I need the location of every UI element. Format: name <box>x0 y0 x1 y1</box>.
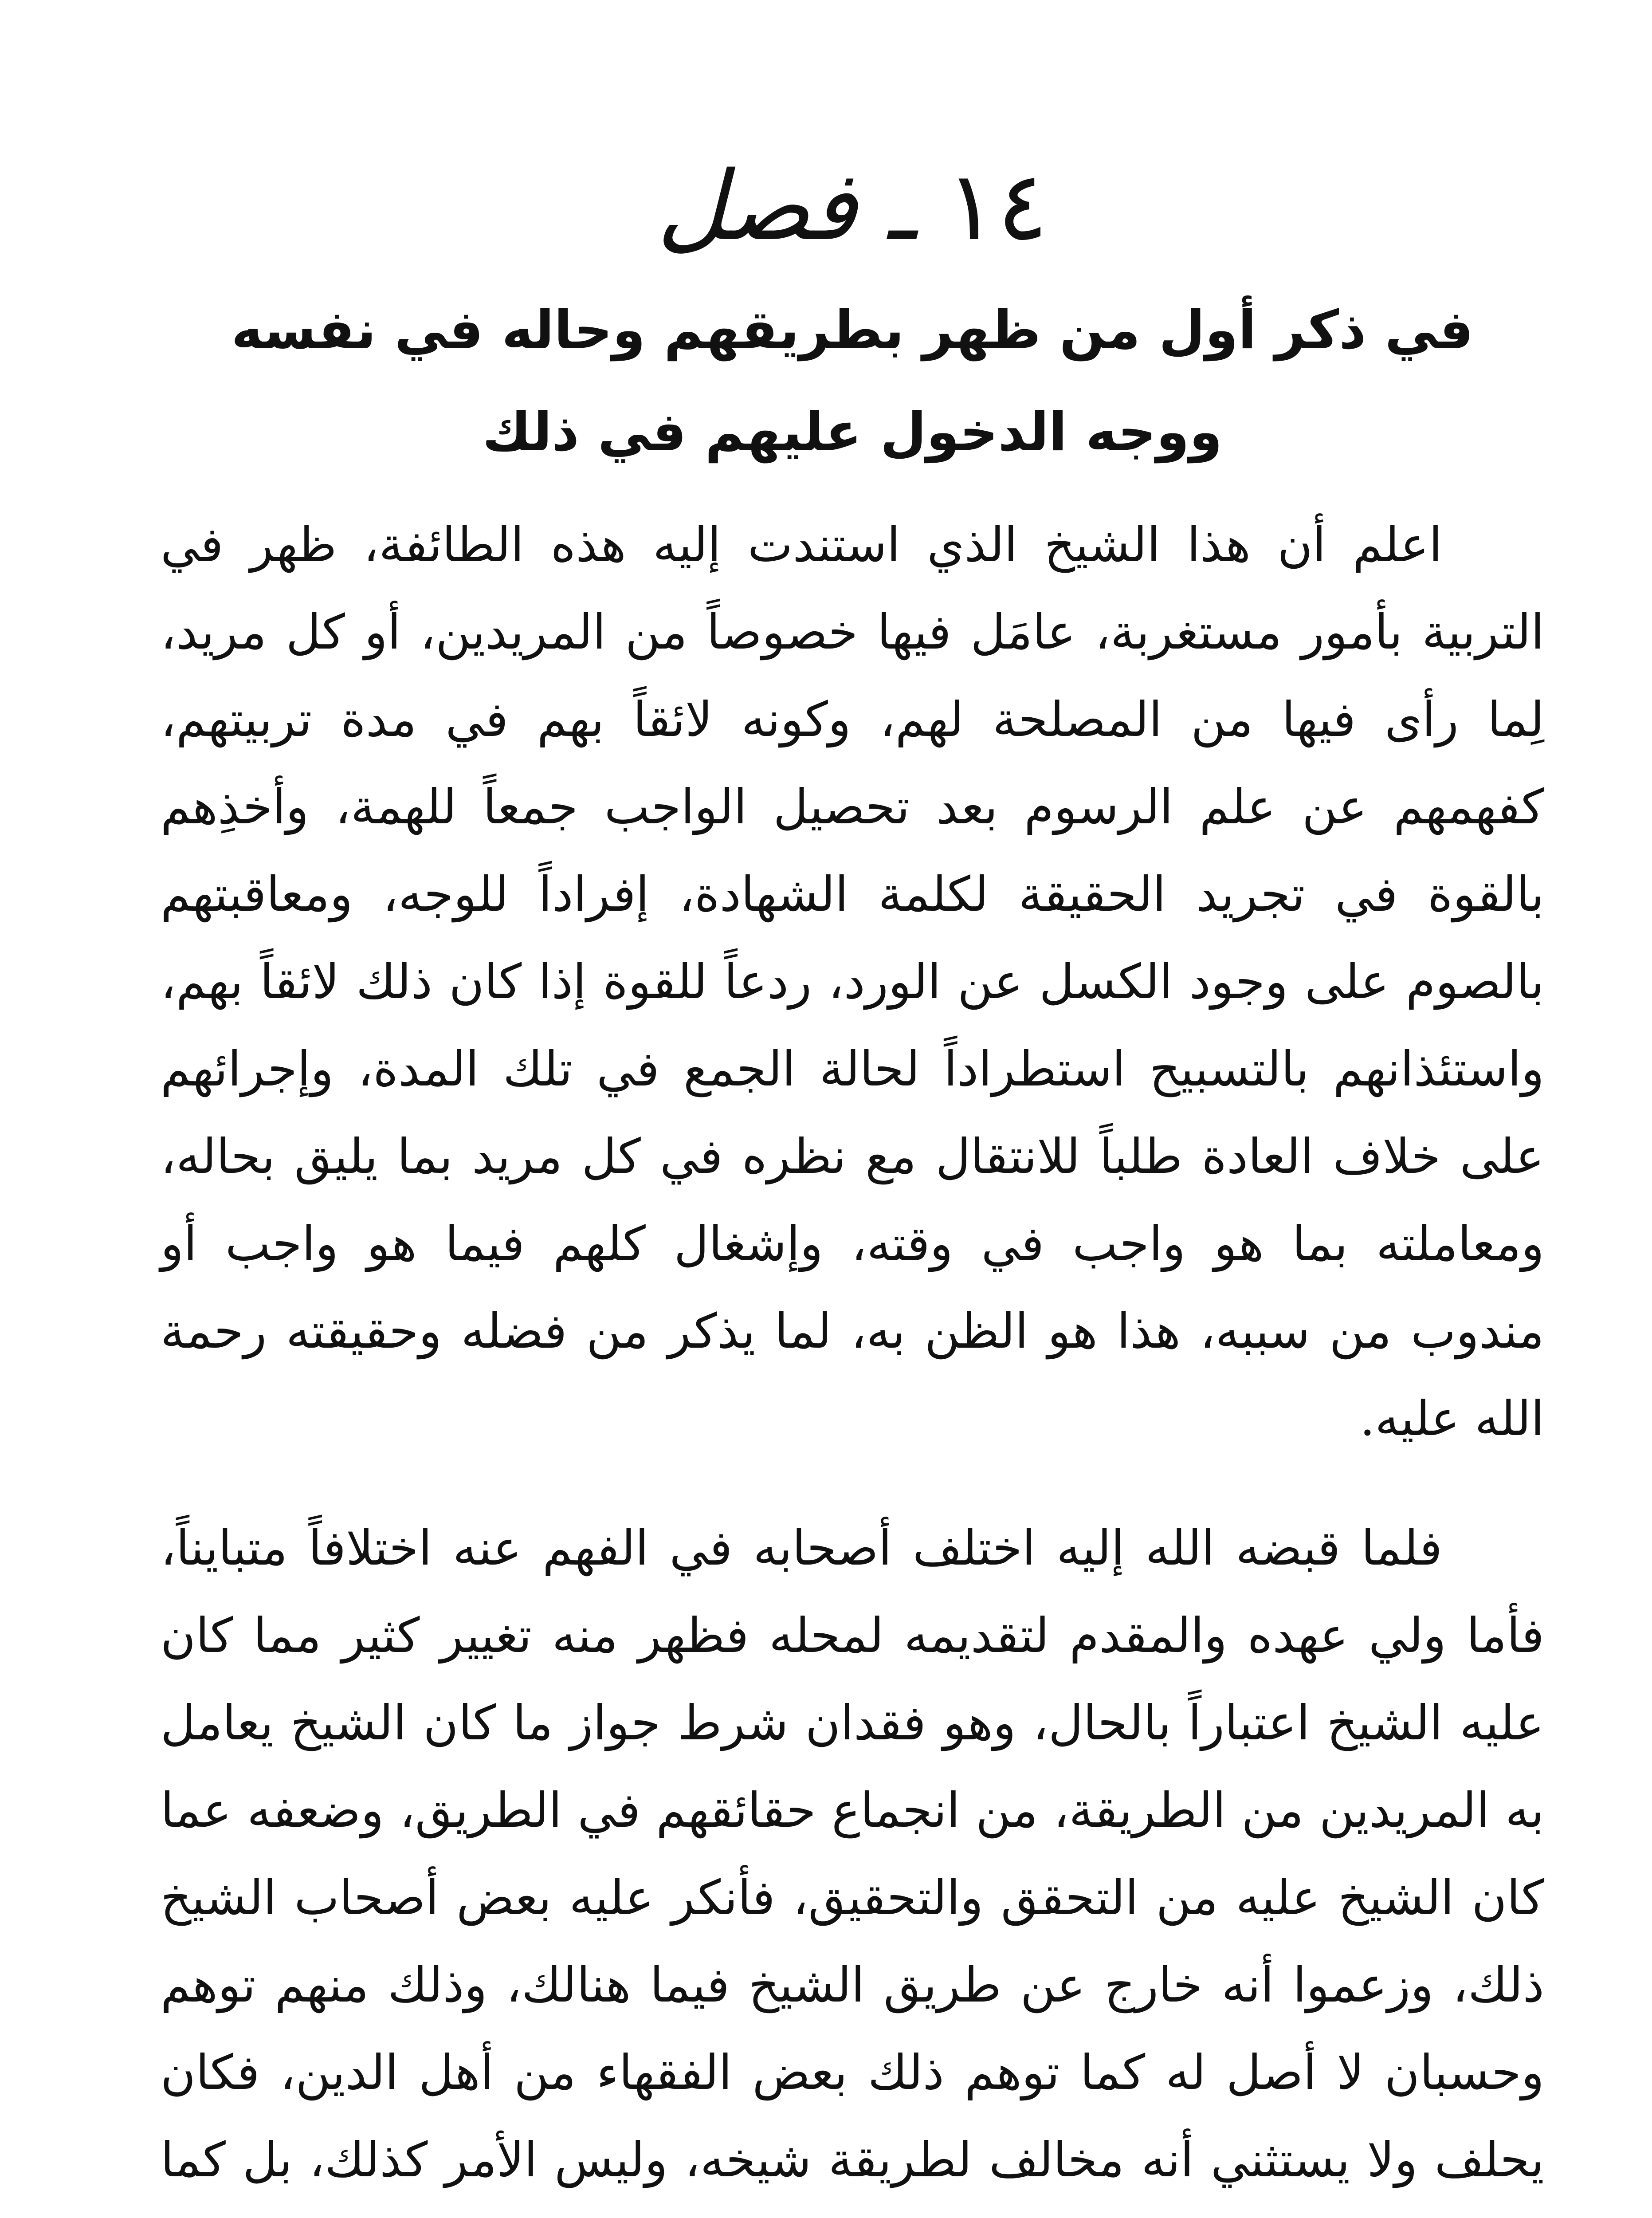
subtitle-line-2: ووجه الدخول عليهم في ذلك <box>482 401 1223 463</box>
chapter-heading <box>161 133 1544 279</box>
page-content <box>161 133 1544 2218</box>
subtitle-line-1: في ذكر أول من ظهر بطريقهم وحاله في نفسه <box>231 299 1474 361</box>
chapter-word: فصل <box>656 150 857 262</box>
chapter-subtitle <box>161 279 1544 484</box>
body-paragraph-1: اعلم أن هذا الشيخ الذي استندت إليه هذه الطائفة، ظهر في التربية بأمور مستغربة، عامَل فيها خصوصاً من المريدين، أو كل مريد، لِما رأى فيها من المصلحة لهم، وكونه لائقاً بهم في مدة تربيتهم، كفهمهم عن علم الرسوم بعد تحصيل الواجب جمعاً للهمة، وأخذِهم بالقوة في تجريد الحقيقة لكلمة الشهادة، إفراداً للوجه، ومعاقبتهم بالصوم على وجود الكسل عن الورد، ردعاً للقوة إذا كان ذلك لائقاً بهم، واستئذانهم بالتسبيح استطراداً لحالة الجمع في تلك المدة، وإجرائهم على خلاف العادة طلباً للانتقال مع نظره في كل مريد بما يليق بحاله، ومعاملته بما هو واجب في وقته، وإشغال كلهم فيما هو واجب أو مندوب من سببه، هذا هو الظن به، لما يذكر من فضله وحقيقته رحمة الله عليه. <box>161 517 1544 1447</box>
chapter-number: ١٤ <box>946 150 1048 262</box>
body-paragraph-2: فلما قبضه الله إليه اختلف أصحابه في الفهم عنه اختلافاً متبايناً، فأما ولي عهده والمقدم لتقديمه لمحله فظهر منه تغيير كثير مما كان عليه الشيخ اعتباراً بالحال، وهو فقدان شرط جواز ما كان الشيخ يعامل به المريدين من الطريقة، من انجماع حقائقهم في الطريق، وضعفه عما كان الشيخ عليه من التحقق والتحقيق، فأنكر عليه بعض أصحاب الشيخ ذلك، وزعموا أنه خارج عن طريق الشيخ فيما هنالك، وذلك منهم توهم وحسبان لا أصل له كما توهم ذلك بعض الفقهاء من أهل الدين، فكان يحلف ولا يستثني أنه مخالف لطريقة شيخه، وليس الأمر كذلك، بل كما <box>161 1521 1544 2188</box>
chapter-separator: ـ <box>887 150 916 262</box>
